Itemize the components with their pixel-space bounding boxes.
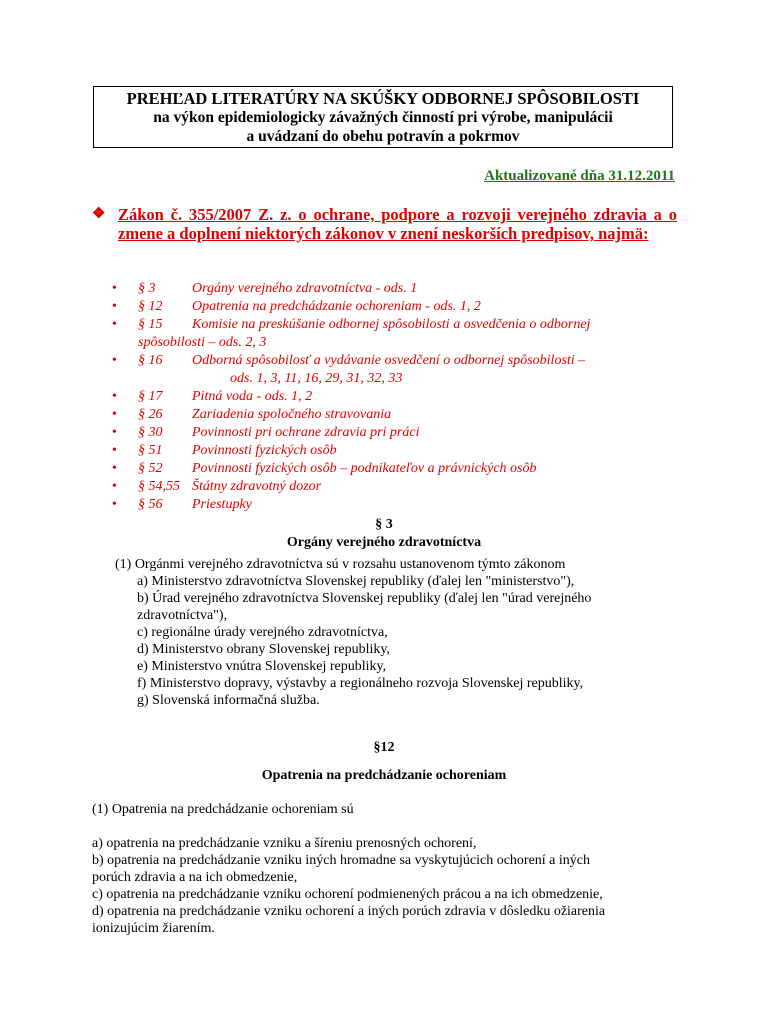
bullet-icon: • <box>112 479 117 494</box>
bullet-icon: • <box>112 389 117 404</box>
bullet-icon: • <box>112 461 117 476</box>
list-item <box>112 478 682 496</box>
section-number: § 15 <box>138 317 163 332</box>
section-text: Pitná voda - ods. 1, 2 <box>192 389 313 404</box>
s12-item: c) opatrenia na predchádzanie vzniku ochorení podmienených prácou a na ich obmedzenie, <box>92 887 603 902</box>
section-number: § 12 <box>138 299 163 314</box>
section-text: Zariadenia spoločného stravovania <box>192 407 392 422</box>
s12-number: §12 <box>373 740 395 755</box>
section-number: § 51 <box>138 443 163 458</box>
list-item <box>112 388 682 406</box>
s12-body <box>92 835 692 937</box>
list-item <box>112 280 682 298</box>
section-number: § 16 <box>138 353 163 368</box>
section-number: § 52 <box>138 461 163 476</box>
section-text: Priestupky <box>192 497 252 512</box>
section-text: Povinnosti pri ochrane zdravia pri práci <box>192 425 420 440</box>
section-text: Povinnosti fyzických osôb <box>192 443 337 458</box>
bullet-icon: • <box>112 317 117 332</box>
bullet-icon: • <box>112 281 117 296</box>
law-title: Zákon č. 355/2007 Z. z. o ochrane, podpore a rozvoji verejného zdravia a o zmene a doplnení niektorých zákonov v znení neskorších predpisov, najmä: <box>118 205 677 243</box>
title-box <box>93 86 673 148</box>
list-item <box>112 352 682 388</box>
section-number: § 26 <box>138 407 163 422</box>
law-heading <box>92 205 677 243</box>
section-number: § 30 <box>138 425 163 440</box>
section-text: Štátny zdravotný dozor <box>192 479 322 494</box>
section-list <box>112 280 682 514</box>
title-line-1: PREHĽAD LITERATÚRY NA SKÚŠKY ODBORNEJ SPÔSOBILOSTI <box>126 89 640 108</box>
diamond-bullet-icon: ❖ <box>92 206 106 222</box>
section-number: § 17 <box>138 389 163 404</box>
s3-number: § 3 <box>375 517 393 532</box>
updated-date: Aktualizované dňa 31.12.2011 <box>484 168 675 184</box>
section-text: Povinnosti fyzických osôb – podnikateľov a právnických osôb <box>192 461 537 476</box>
bullet-icon: • <box>112 443 117 458</box>
bullet-icon: • <box>112 497 117 512</box>
s3-body <box>115 556 675 709</box>
list-item <box>112 406 682 424</box>
list-item <box>112 496 682 514</box>
s12-intro: (1) Opatrenia na predchádzanie ochoreniam sú <box>92 802 354 817</box>
s3-item: c) regionálne úrady verejného zdravotníctva, <box>137 625 388 640</box>
bullet-icon: • <box>112 353 117 368</box>
section-text-continued: ods. 1, 3, 11, 16, 29, 31, 32, 33 <box>230 371 403 386</box>
section-number: § 54,55 <box>138 479 180 494</box>
s3-item: zdravotníctva"), <box>137 608 228 623</box>
s12-item: b) opatrenia na predchádzanie vzniku iných hromadne sa vyskytujúcich ochorení a iných <box>92 853 590 868</box>
s3-item: e) Ministerstvo vnútra Slovenskej republiky, <box>137 659 387 674</box>
s12-title: Opatrenia na predchádzanie ochoreniam <box>261 768 507 783</box>
s12-item: ionizujúcim žiarením. <box>92 921 215 936</box>
section-text: Opatrenia na predchádzanie ochoreniam - ods. 1, 2 <box>192 299 481 314</box>
list-item <box>112 442 682 460</box>
section-text: Odborná spôsobilosť a vydávanie osvedčení o odbornej spôsobilosti – <box>192 353 586 368</box>
s3-item: b) Úrad verejného zdravotníctva Slovenskej republiky (ďalej len "úrad verejného <box>137 591 592 606</box>
list-item <box>112 424 682 442</box>
s12-item: porúch zdravia a na ich obmedzenie, <box>92 870 298 885</box>
s12-item: d) opatrenia na predchádzanie vzniku ochorení a iných porúch zdravia v dôsledku ožiarenia <box>92 904 606 919</box>
section-number: § 3 <box>138 281 156 296</box>
section-text-continued: spôsobilosti – ods. 2, 3 <box>138 335 267 350</box>
section-number: § 56 <box>138 497 163 512</box>
s3-item: g) Slovenská informačná služba. <box>137 693 320 708</box>
section-text: Komisie na preskúšanie odbornej spôsobilosti a osvedčenia o odbornej <box>192 317 591 332</box>
list-item <box>112 460 682 478</box>
bullet-icon: • <box>112 407 117 422</box>
list-item <box>112 316 682 352</box>
s3-intro: (1) Orgánmi verejného zdravotníctva sú v rozsahu ustanovenom týmto zákonom <box>115 557 566 572</box>
s3-item: a) Ministerstvo zdravotníctva Slovenskej republiky (ďalej len "ministerstvo"), <box>137 574 575 589</box>
s3-item: f) Ministerstvo dopravy, výstavby a regionálneho rozvoja Slovenskej republiky, <box>137 676 584 691</box>
section-text: Orgány verejného zdravotníctva - ods. 1 <box>192 281 418 296</box>
s12-item: a) opatrenia na predchádzanie vzniku a šíreniu prenosných ochorení, <box>92 836 477 851</box>
bullet-icon: • <box>112 299 117 314</box>
bullet-icon: • <box>112 425 117 440</box>
s3-title: Orgány verejného zdravotníctva <box>286 535 482 550</box>
s3-item: d) Ministerstvo obrany Slovenskej republiky, <box>137 642 391 657</box>
title-line-3: a uvádzaní do obehu potravín a pokrmov <box>246 128 520 145</box>
title-line-2: na výkon epidemiologicky závažných činností pri výrobe, manipulácii <box>153 109 613 126</box>
list-item <box>112 298 682 316</box>
